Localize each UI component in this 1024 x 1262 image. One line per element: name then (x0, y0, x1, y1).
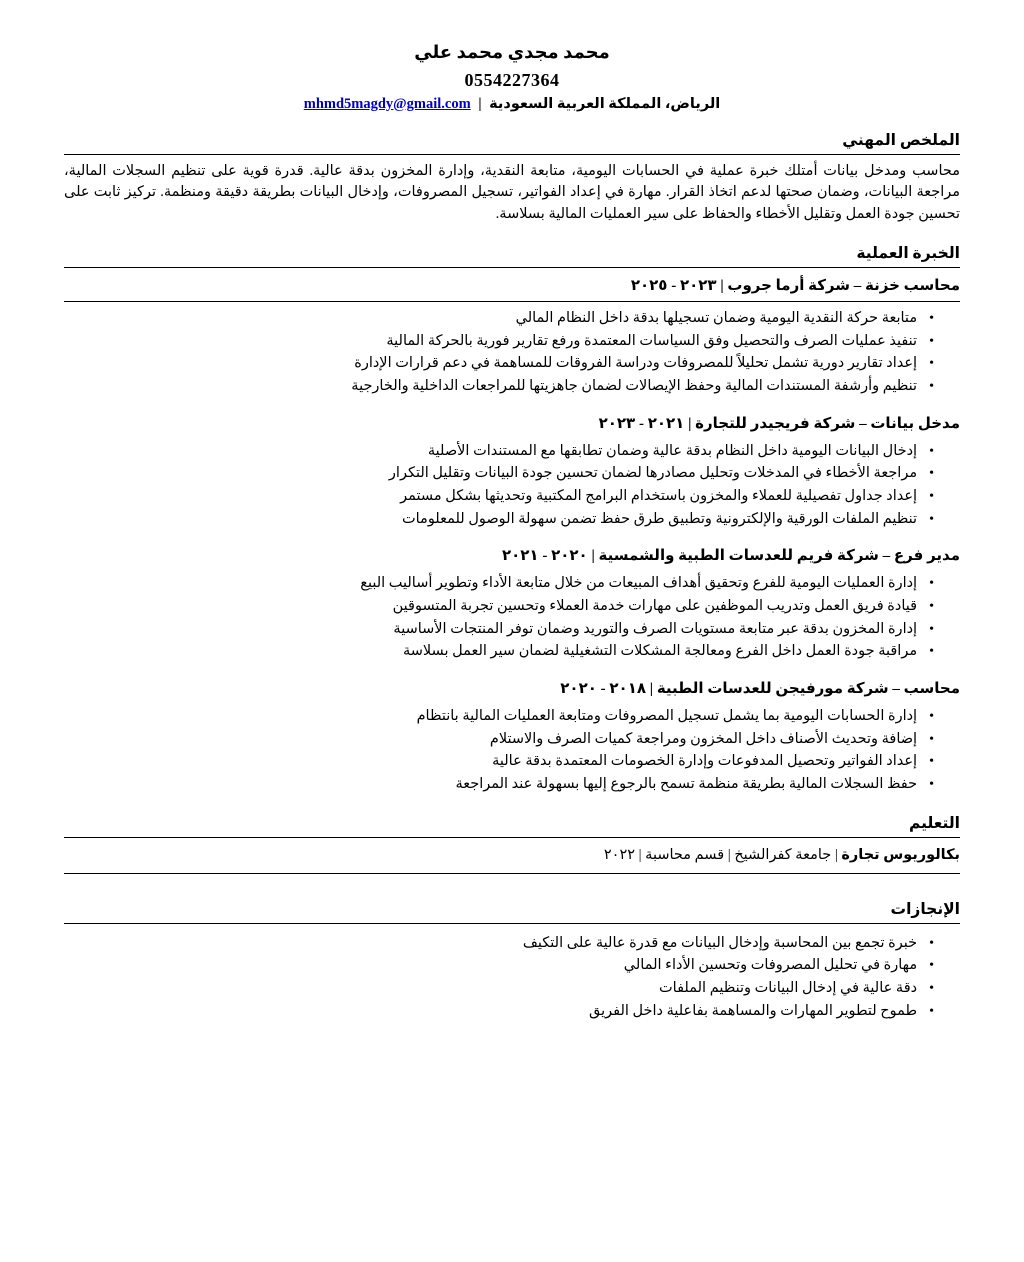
bullet-item: • إدارة المخزون بدقة عبر متابعة مستويات الصرف والتوريد وضمان توفر المنتجات الأساسية (64, 618, 934, 641)
job-entry (64, 414, 960, 531)
job-title: مدخل بيانات – شركة فريجيدر للتجارة | ٢٠٢١ - ٢٠٢٣ (598, 415, 960, 432)
bullet-item: • حفظ السجلات المالية بطريقة منظمة تسمح بالرجوع إليها بسهولة عند المراجعة (64, 773, 934, 796)
job-title: محاسب – شركة مورفيجن للعدسات الطبية | ٢٠١٨ - ٢٠٢٠ (560, 681, 960, 698)
job-bullet-list (64, 705, 960, 796)
summary-section (64, 131, 960, 226)
email-link[interactable]: mhmd5magdy@gmail.com (303, 95, 471, 112)
achievements-section-title: الإنجازات (64, 900, 960, 924)
education-section-title: التعليم (64, 814, 960, 838)
bullet-item: • إعداد الفواتير وتحصيل المدفوعات وإدارة الخصومات المعتمدة بدقة عالية (64, 750, 934, 773)
bullet-item: • متابعة حركة النقدية اليومية وضمان تسجيلها بدقة داخل النظام المالي (64, 307, 934, 330)
experience-section (64, 244, 960, 796)
education-details: | جامعة كفرالشيخ | قسم محاسبة | ٢٠٢٢ (603, 846, 838, 863)
bullet-item: • مهارة في تحليل المصروفات وتحسين الأداء المالي (64, 954, 934, 977)
bullet-item: • تنظيم وأرشفة المستندات المالية وحفظ الإيصالات لضمان جاهزيتها للمراجعات الداخلية والخارجية (64, 375, 934, 398)
phone-number: 0554227364 (464, 70, 560, 91)
bullet-item: • مراجعة الأخطاء في المدخلات وتحليل مصادرها لضمان تحسين جودة البيانات وتقليل التكرار (64, 462, 934, 485)
job-entry (64, 679, 960, 796)
job-title: محاسب خزنة – شركة أرما جروب | ٢٠٢٣ - ٢٠٢٥ (64, 276, 960, 302)
bullet-item: • إعداد تقارير دورية تشمل تحليلاً للمصروفات ودراسة الفروقات للمساهمة في دعم قرارات الإدارة (64, 352, 934, 375)
education-entry (64, 845, 960, 874)
bullet-item: • تنظيم الملفات الورقية والإلكترونية وتطبيق طرق حفظ تضمن سهولة الوصول للمعلومات (64, 508, 934, 531)
contact-separator: | (478, 95, 482, 112)
job-entry (64, 276, 960, 398)
bullet-item: • إدخال البيانات اليومية داخل النظام بدقة عالية وضمان تطابقها مع المستندات الأصلية (64, 440, 934, 463)
achievements-bullet-list (64, 932, 960, 1023)
bullet-item: • إدارة العمليات اليومية للفرع وتحقيق أهداف المبيعات من خلال متابعة الأداء وتطوير أساليب البيع (64, 572, 934, 595)
bullet-item: • قيادة فريق العمل وتدريب الموظفين على مهارات خدمة العملاء وتحسين تجربة المتسوقين (64, 595, 934, 618)
person-name: محمد مجدي محمد علي (414, 42, 610, 62)
bullet-item: • خبرة تجمع بين المحاسبة وإدخال البيانات مع قدرة عالية على التكيف (64, 932, 934, 955)
bullet-item: • إضافة وتحديث الأصناف داخل المخزون ومراجعة كميات الصرف والاستلام (64, 728, 934, 751)
job-title: مدير فرع – شركة فريم للعدسات الطبية والشمسية | ٢٠٢٠ - ٢٠٢١ (501, 548, 960, 565)
job-bullet-list (64, 440, 960, 531)
bullet-item: • مراقبة جودة العمل داخل الفرع ومعالجة المشكلات التشغيلية لضمان سير العمل بسلاسة (64, 640, 934, 663)
job-bullet-list (64, 572, 960, 663)
location-text: الرياض، المملكة العربية السعودية (489, 95, 721, 112)
education-degree: بكالوريوس تجارة (841, 846, 960, 863)
experience-section-title: الخبرة العملية (64, 244, 960, 268)
contact-line (64, 96, 960, 113)
bullet-item: • تنفيذ عمليات الصرف والتحصيل وفق السياسات المعتمدة ورفع تقارير فورية بالحركة المالية (64, 330, 934, 353)
bullet-item: • دقة عالية في إدخال البيانات وتنظيم الملفات (64, 977, 934, 1000)
summary-section-title: الملخص المهني (64, 131, 960, 155)
education-section (64, 814, 960, 874)
bullet-item: • إعداد جداول تفصيلية للعملاء والمخزون باستخدام البرامج المكتبية وتحديثها بشكل مستمر (64, 485, 934, 508)
job-entry (64, 546, 960, 663)
resume-header (64, 40, 960, 113)
summary-text: محاسب ومدخل بيانات أمتلك خبرة عملية في الحسابات اليومية، متابعة النقدية، وإدارة المخزون بدقة عالية. قدرة قوية على تنظيم السجلات المالية، مراجعة البيانات، وضمان صحتها لدعم اتخاذ القرار. مهارة في إعداد الفواتير، تسجيل المصروفات، وإدخال البيانات بطريقة دقيقة ومنظمة. تركيز ثابت على تحسين جودة العمل وتقليل الأخطاء والحفاظ على سير العمليات المالية بسلاسة. (64, 162, 960, 223)
bullet-item: • طموح لتطوير المهارات والمساهمة بفاعلية داخل الفريق (64, 1000, 934, 1023)
achievements-section (64, 900, 960, 1023)
job-bullet-list (64, 307, 960, 398)
bullet-item: • إدارة الحسابات اليومية بما يشمل تسجيل المصروفات ومتابعة العمليات المالية بانتظام (64, 705, 934, 728)
